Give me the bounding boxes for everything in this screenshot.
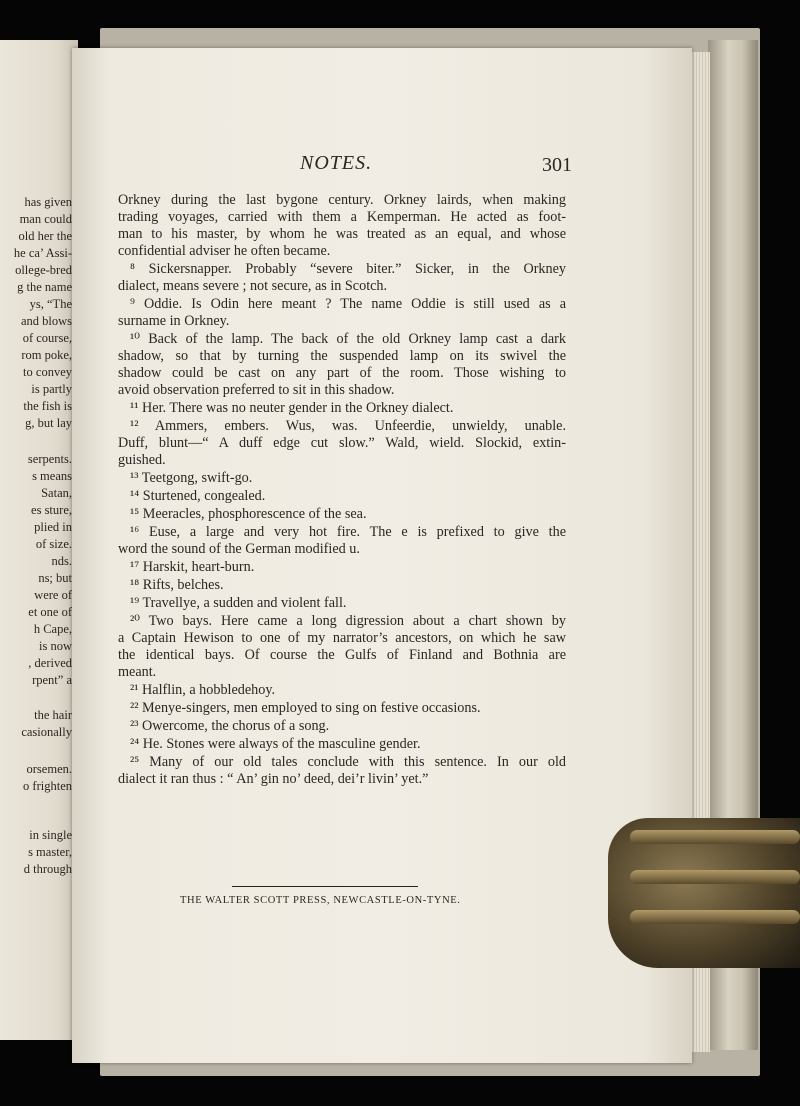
left-page-line: s means [32,469,72,483]
text-line: meant. [118,664,157,680]
text-line: avoid observation preferred to sit in this shadow. [118,382,395,398]
footnote-line: ¹⁶ Euse, a large and very hot fire. The e is prefixed to give the [130,524,566,540]
clip-ridge [630,830,800,844]
left-page-line: nds. [51,554,72,568]
left-page-line: and blows [20,314,72,328]
text-line: guished. [118,452,166,468]
text-line: Orkney during the last bygone century. Orkney lairds, when making [118,192,566,208]
page-number: 301 [542,154,572,176]
text-line: a Captain Hewison to one of my narrator’s ancestors, on which he saw [118,630,566,646]
text-line: trading voyages, carried with them a Kemperman. He acted as foot- [118,209,566,225]
left-page-line: of size. [35,537,72,551]
left-page-line: h Cape, [33,622,72,636]
clip-ridge [630,910,800,924]
footnote-line: ¹⁸ Rifts, belches. [130,577,224,593]
left-page-line: , derived [28,656,72,670]
left-page-line: casionally [21,725,72,739]
footnote-line: ¹⁵ Meeracles, phosphorescence of the sea. [130,506,367,522]
left-page-line: of course, [22,331,72,345]
left-page-line: g, but lay [25,416,72,430]
footnote-line: ¹⁷ Harskit, heart-burn. [130,559,255,575]
left-page-line: old her the [18,229,72,243]
left-page-line: is now [39,639,72,653]
left-page-line: ns; but [38,571,72,585]
text-line: man to his master, by whom he was treated as an equal, and whose [118,226,566,242]
left-page [0,40,78,1040]
left-page-line: were of [34,588,72,602]
left-page-line: rpent” a [32,673,72,687]
footnote-line: ¹⁹ Travellye, a sudden and violent fall. [130,595,347,611]
text-line: shadow could be cast on any part of the room. Those wishing to [118,365,566,381]
left-page-line: d through [23,862,72,876]
left-page-line: serpents. [27,452,72,466]
footnote-line: ⁹ Oddie. Is Odin here meant ? The name Oddie is still used as a [130,296,566,312]
text-line: Duff, blunt—“ A duff edge cut slow.” Wald, wield. Slockid, extin- [118,435,566,451]
left-page-line: Satan, [41,486,72,500]
clip-ridge [630,870,800,884]
printer-imprint: THE WALTER SCOTT PRESS, NEWCASTLE-ON-TYNE. [180,895,461,906]
left-page-line: orsemen. [26,762,72,776]
left-page-line: he ca’ Assi- [13,246,72,260]
imprint-rule [232,886,418,887]
text-line: the identical bays. Of course the Gulfs of Finland and Bothnia are [118,647,566,663]
footnote-line: ¹⁴ Sturtened, congealed. [130,488,266,504]
left-page-line: plied in [34,520,72,534]
left-page-line: g the name [17,280,72,294]
left-page-line: has given [24,195,72,209]
footnote-line: ²⁰ Two bays. Here came a long digression about a chart shown by [130,613,566,629]
left-page-line: the hair [34,708,72,722]
text-line: dialect it ran thus : “ An’ gin no’ deed, dei’r livin’ yet.” [118,771,429,787]
footnote-line: ²¹ Halflin, a hobbledehoy. [130,682,276,698]
left-page-line: o frighten [23,779,72,793]
footnote-line: ²⁴ He. Stones were always of the masculine gender. [130,736,421,752]
footnote-line: ¹⁰ Back of the lamp. The back of the old Orkney lamp cast a dark [130,331,566,347]
left-page-line: to convey [23,365,72,379]
footnote-line: ²³ Owercome, the chorus of a song. [130,718,330,734]
left-page-line: ollege-bred [15,263,72,277]
footnote-line: ¹³ Teetgong, swift-go. [130,470,253,486]
left-page-line: rom poke, [21,348,72,362]
left-page-line: et one of [28,605,72,619]
running-head: NOTES. [300,152,373,174]
text-line: word the sound of the German modified u. [118,541,360,557]
left-page-line: in single [29,828,72,842]
footnote-line: ¹¹ Her. There was no neuter gender in the Orkney dialect. [130,400,454,416]
left-page-line: es sture, [31,503,72,517]
text-line: dialect, means severe ; not secure, as in Scotch. [118,278,388,294]
left-page-line: is partly [31,382,72,396]
footnote-line: ²⁵ Many of our old tales conclude with this sentence. In our old [130,754,566,770]
left-page-line: the fish is [23,399,72,413]
text-line: surname in Orkney. [118,313,230,329]
left-page-line: man could [19,212,72,226]
footnote-line: ⁸ Sickersnapper. Probably “severe biter.” Sicker, in the Orkney [130,261,566,277]
text-line: shadow, so that by turning the suspended lamp on its swivel the [118,348,566,364]
footnote-line: ¹² Ammers, embers. Wus, was. Unfeerdie, unwieldy, unable. [130,418,566,434]
text-line: confidential adviser he often became. [118,243,331,259]
left-page-line: ys, “The [29,297,72,311]
left-page-line: s master, [28,845,72,859]
footnote-line: ²² Menye-singers, men employed to sing on festive occasions. [130,700,481,716]
